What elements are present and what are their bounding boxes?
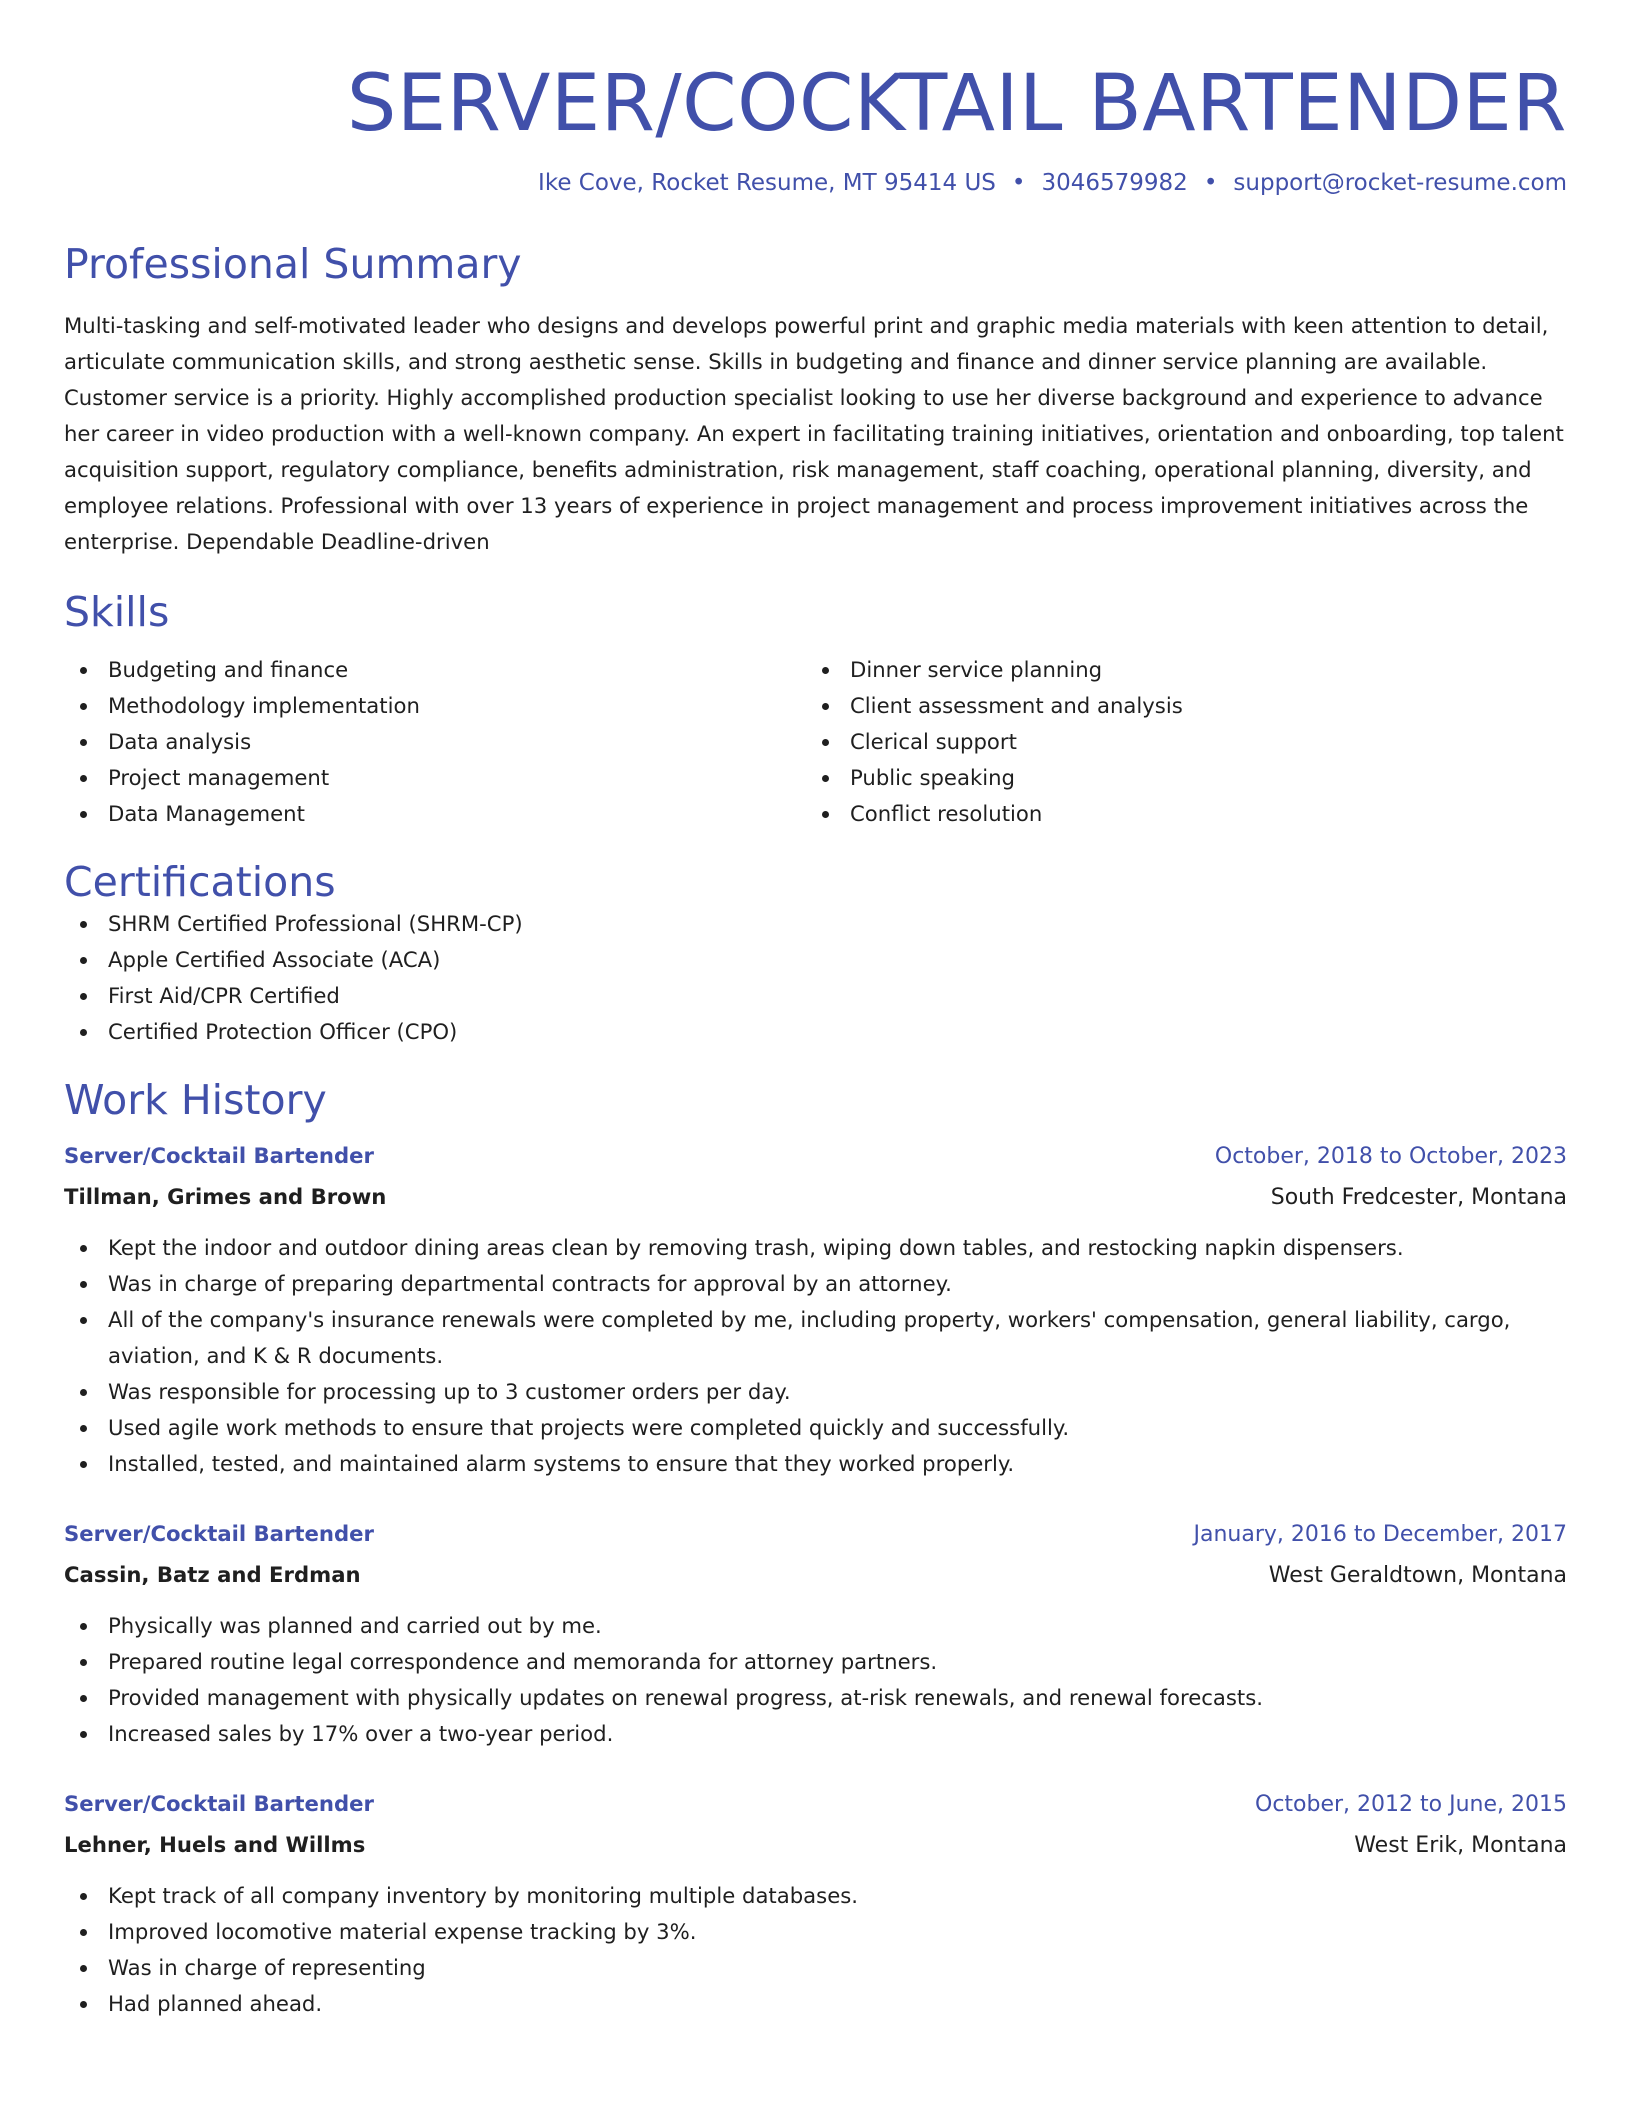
- skill-item: Methodology implementation: [64, 688, 806, 724]
- job-bullet: Was in charge of representing: [64, 1950, 1567, 1986]
- job-bullet: Installed, tested, and maintained alarm systems to ensure that they worked properly.: [64, 1446, 1567, 1482]
- skill-item: Conflict resolution: [806, 796, 1548, 832]
- skill-item: Dinner service planning: [806, 652, 1548, 688]
- skills-column-left: [64, 652, 806, 832]
- skill-item: Data analysis: [64, 724, 806, 760]
- contact-email[interactable]: support@rocket-resume.com: [1233, 170, 1567, 196]
- skills-heading: Skills: [64, 588, 170, 636]
- contact-line: [64, 168, 1567, 198]
- job-bullet: Improved locomotive material expense tracking by 3%.: [64, 1914, 1567, 1950]
- job-dates: October, 2012 to June, 2015: [1255, 1792, 1567, 1817]
- skill-item: Data Management: [64, 796, 806, 832]
- job-bullet: Used agile work methods to ensure that projects were completed quickly and successfully.: [64, 1410, 1567, 1446]
- skills-column-right: [806, 652, 1548, 832]
- job-location: West Geraldtown, Montana: [1268, 1563, 1567, 1588]
- resume-name: SERVER/COCKTAIL BARTENDER: [346, 59, 1567, 149]
- certification-item: First Aid/CPR Certified: [64, 978, 1567, 1014]
- contact-phone: 3046579982: [1041, 170, 1188, 196]
- job-title: Server/Cocktail Bartender: [64, 1521, 374, 1546]
- job-bullets: [64, 1230, 1567, 1482]
- skill-item: Client assessment and analysis: [806, 688, 1548, 724]
- job-company: Tillman, Grimes and Brown: [64, 1184, 387, 1209]
- skill-item: Budgeting and finance: [64, 652, 806, 688]
- work-history-heading: Work History: [64, 1076, 327, 1124]
- certification-item: SHRM Certified Professional (SHRM-CP): [64, 906, 1567, 942]
- job-bullets: [64, 1608, 1567, 1752]
- certifications-heading: Certifications: [64, 858, 336, 906]
- job-bullet: Kept track of all company inventory by monitoring multiple databases.: [64, 1878, 1567, 1914]
- job-company: Lehner, Huels and Willms: [64, 1832, 366, 1857]
- contact-separator: •: [1011, 170, 1026, 196]
- job-header: [64, 1136, 1567, 1177]
- skill-item: Clerical support: [806, 724, 1548, 760]
- job-bullets: [64, 1878, 1567, 2022]
- job-dates: October, 2018 to October, 2023: [1214, 1144, 1567, 1169]
- job-dates: January, 2016 to December, 2017: [1193, 1522, 1567, 1547]
- job-subheader: [64, 1555, 1567, 1596]
- summary-text: Multi-tasking and self-motivated leader who designs and develops powerful print and graphic media materials with keen attention to detail, articulate communication skills, and strong aesthetic sense. Skills in budgeting and finance and dinner service planning are available. Customer service is a priority. Highly accomplished production specialist looking to use her diverse background and experience to advance her career in video production with a well-known company. An expert in facilitating training initiatives, orientation and onboarding, top talent acquisition support, regulatory compliance, benefits administration, risk management, staff coaching, operational planning, diversity, and employee relations. Professional with over 13 years of experience in project management and process improvement initiatives across the enterprise. Dependable Deadline-driven: [64, 313, 1564, 554]
- job-entry: [64, 1784, 1567, 2022]
- job-bullet: Physically was planned and carried out by me.: [64, 1608, 1567, 1644]
- job-title: Server/Cocktail Bartender: [64, 1791, 374, 1816]
- contact-address: Ike Cove, Rocket Resume, MT 95414 US: [538, 170, 996, 196]
- job-bullet: Had planned ahead.: [64, 1986, 1567, 2022]
- job-bullet: Prepared routine legal correspondence and memoranda for attorney partners.: [64, 1644, 1567, 1680]
- job-bullet: Provided management with physically updates on renewal progress, at-risk renewals, and renewal forecasts.: [64, 1680, 1567, 1716]
- job-bullet: Increased sales by 17% over a two-year period.: [64, 1716, 1567, 1752]
- job-location: South Fredcester, Montana: [1270, 1185, 1567, 1210]
- summary-heading: Professional Summary: [64, 240, 522, 288]
- skill-item: Public speaking: [806, 760, 1548, 796]
- certification-item: Certified Protection Officer (CPO): [64, 1014, 1567, 1050]
- job-entry: [64, 1136, 1567, 1482]
- resume-page: [64, 0, 1567, 2022]
- job-bullet: Was in charge of preparing departmental contracts for approval by an attorney.: [64, 1266, 1567, 1302]
- job-header: [64, 1784, 1567, 1825]
- contact-separator: •: [1203, 170, 1218, 196]
- job-title: Server/Cocktail Bartender: [64, 1143, 374, 1168]
- skill-item: Project management: [64, 760, 806, 796]
- certifications-list: [64, 906, 1567, 1050]
- skills-list: [64, 652, 1567, 832]
- job-company: Cassin, Batz and Erdman: [64, 1562, 361, 1587]
- job-entry: [64, 1514, 1567, 1752]
- job-bullet: Kept the indoor and outdoor dining areas clean by removing trash, wiping down tables, and restocking napkin dispensers.: [64, 1230, 1567, 1266]
- job-bullet: Was responsible for processing up to 3 customer orders per day.: [64, 1374, 1567, 1410]
- job-header: [64, 1514, 1567, 1555]
- job-bullet: All of the company's insurance renewals were completed by me, including property, workers' compensation, general liability, cargo, aviation, and K & R documents.: [64, 1302, 1567, 1374]
- job-subheader: [64, 1825, 1567, 1866]
- certification-item: Apple Certified Associate (ACA): [64, 942, 1567, 978]
- job-subheader: [64, 1177, 1567, 1218]
- job-location: West Erik, Montana: [1354, 1833, 1567, 1858]
